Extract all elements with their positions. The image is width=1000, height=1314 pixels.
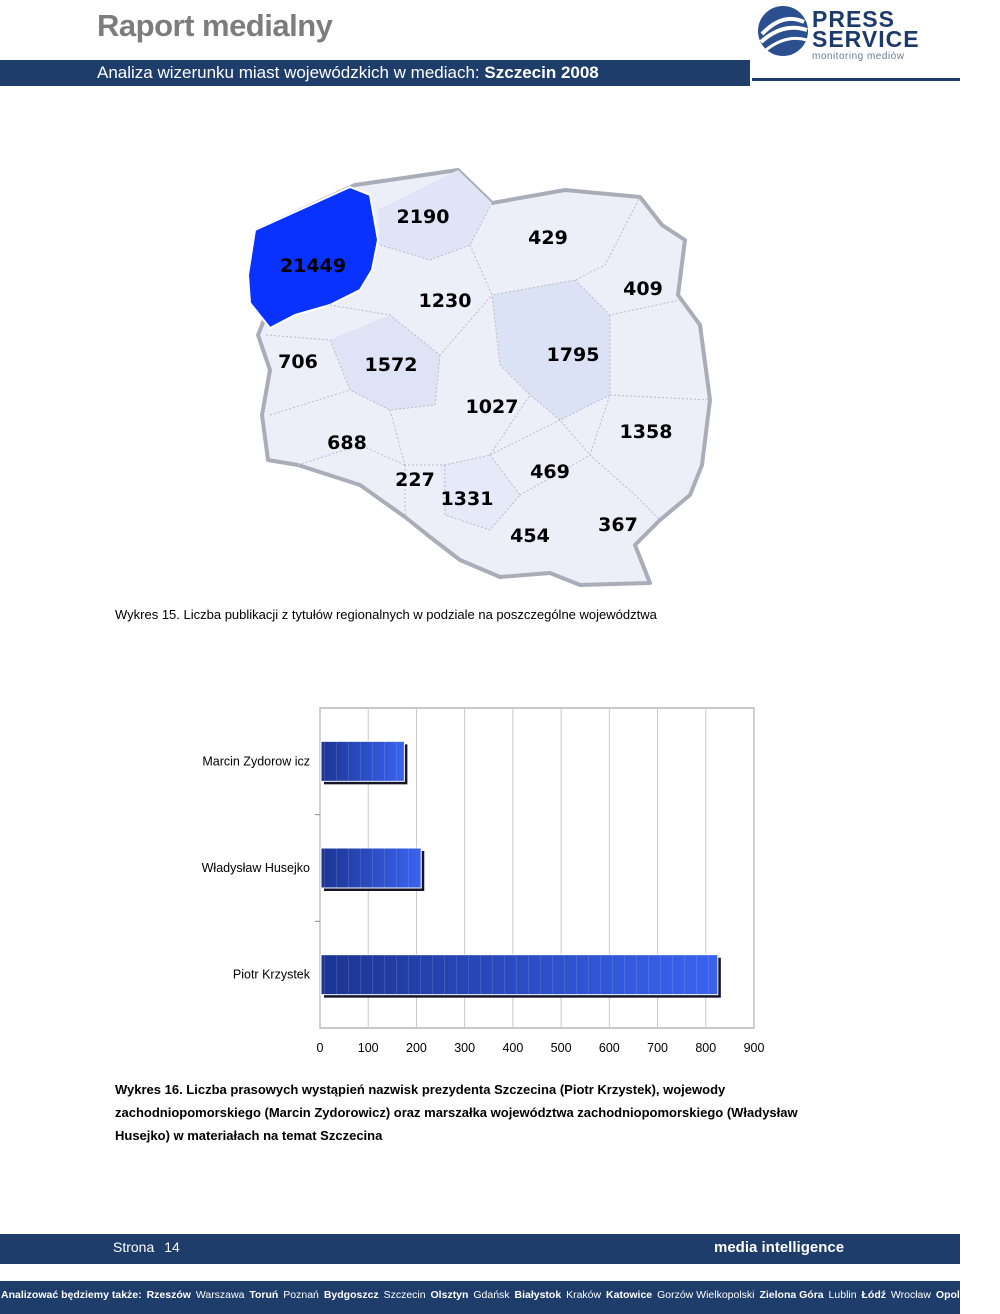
category-label: Władysław Husejko [201, 861, 310, 875]
x-tick-label: 600 [598, 1041, 620, 1055]
map-value: 1230 [418, 290, 472, 312]
page-indicator [113, 1239, 180, 1255]
subtitle-city-year: Szczecin 2008 [484, 63, 599, 82]
map-value: 1331 [440, 488, 494, 510]
x-tick-label: 0 [316, 1041, 324, 1055]
page-label: Strona [113, 1239, 155, 1255]
logo-subtitle: monitoring mediów [812, 51, 905, 62]
map-value: 367 [598, 514, 638, 536]
map-value: 2190 [396, 206, 450, 228]
map-value: 1795 [546, 344, 600, 366]
x-tick-label: 200 [406, 1041, 427, 1055]
subtitle-text [97, 63, 599, 83]
report-title: Raport medialny [97, 8, 333, 43]
city-name: Rzeszów [146, 1289, 191, 1301]
cities-list [0, 1289, 1000, 1301]
city-name: Białystok [514, 1289, 562, 1301]
bar-texture [321, 741, 404, 781]
logo-press-text: PRESS [812, 6, 895, 32]
header-rule [752, 78, 960, 81]
x-tick-label: 900 [743, 1041, 765, 1055]
city-name: Toruń [249, 1289, 279, 1301]
category-label: Marcin Zydorow icz [202, 754, 310, 769]
politicians-bar-chart [0, 700, 960, 1070]
map-value: 454 [510, 525, 550, 547]
city-name: Gdańsk [473, 1289, 510, 1301]
bar-texture [321, 955, 718, 995]
category-label: Piotr Krzystek [232, 967, 310, 982]
cities-bar [0, 1281, 1000, 1314]
poland-voivodeship-map [230, 165, 750, 605]
city-name: Zielona Góra [759, 1289, 824, 1301]
page-number: 14 [164, 1239, 180, 1255]
map-value: 1027 [465, 396, 519, 418]
city-name: Łódź [861, 1289, 886, 1301]
x-tick-label: 500 [550, 1041, 572, 1055]
press-service-logo [756, 4, 946, 60]
page-footer [0, 1234, 960, 1264]
map-value: 409 [623, 278, 663, 300]
city-name: Wrocław [890, 1289, 931, 1301]
x-tick-label: 300 [454, 1041, 476, 1055]
map-value: 706 [278, 351, 318, 373]
figure-15-caption: Wykres 15. Liczba publikacji z tytułów regionalnych w podziale na poszczególne województwa [115, 607, 657, 622]
bar-texture [321, 848, 421, 888]
city-name: Warszawa [195, 1289, 245, 1301]
map-value: 1358 [619, 421, 673, 443]
map-value: 1572 [364, 354, 418, 376]
logo-service-text: SERVICE [812, 26, 920, 52]
cities-intro: Analizować będziemy także: [1, 1289, 142, 1301]
x-tick-label: 700 [647, 1041, 668, 1055]
x-tick-label: 400 [502, 1041, 524, 1055]
city-name: Gorzów Wielkopolski [657, 1289, 755, 1301]
city-name: Poznań [283, 1289, 319, 1301]
map-value: 688 [327, 432, 367, 454]
subtitle-bar [0, 60, 750, 86]
city-name: Opole [935, 1289, 966, 1301]
map-value: 429 [528, 227, 568, 249]
city-name: Bydgoszcz [323, 1289, 379, 1301]
city-name: Olsztyn [430, 1289, 469, 1301]
map-value: 469 [530, 461, 570, 483]
map-value: 227 [395, 469, 435, 491]
footer-tagline: media intelligence [714, 1239, 845, 1256]
x-tick-label: 800 [695, 1041, 717, 1055]
subtitle-prefix: Analiza wizerunku miast wojewódzkich w mediach: [97, 63, 480, 82]
city-name: Lublin [828, 1289, 857, 1301]
city-name: Szczecin [383, 1289, 426, 1301]
x-tick-label: 100 [357, 1041, 379, 1055]
map-value: 21449 [279, 255, 347, 277]
city-name: Katowice [606, 1289, 653, 1301]
city-name: Kielce [970, 1289, 1000, 1301]
globe-logo-icon [756, 4, 810, 58]
city-name: Kraków [566, 1289, 602, 1301]
figure-16-caption: Wykres 16. Liczba prasowych wystąpień nazwisk prezydenta Szczecina (Piotr Krzystek), wojewody zachodniopomorskiego (Marcin Zydorowicz) oraz marszałka województwa zachodniopomorskiego (Władysław Husejko) w materiałach na temat Szczecina [115, 1082, 798, 1143]
